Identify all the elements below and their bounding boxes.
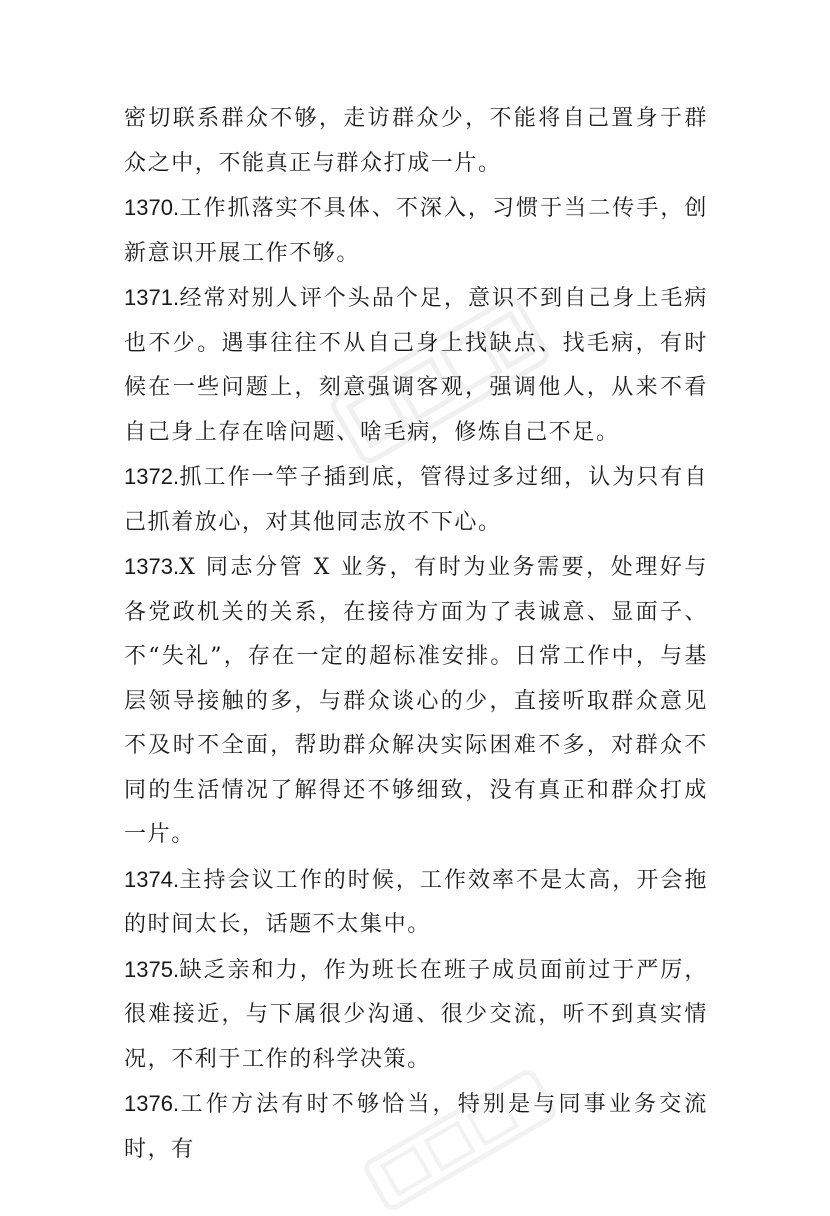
paragraph-1372: 1372.抓工作一竿子插到底，管得过多过细，认为只有自己抓着放心，对其他同志放不下心。: [124, 464, 708, 535]
item-number: 1376.: [124, 1091, 180, 1116]
paragraph-1373: 1373.X 同志分管 X 业务，有时为业务需要，处理好与各党政机关的关系，在接待方面为了表诚意、显面子、不“失礼”，存在一定的超标准安排。日常工作中，与基层领导接触的多，与群众谈心的少，直接听取群众意见不及时不全面，帮助群众解决实际困难不多，对群众不同的生活情况了解得还不够细致，没有真正和群众打成一片。: [124, 554, 708, 847]
item-number: 1373.: [124, 554, 180, 579]
paragraph-1370: 1370.工作抓落实不具体、不深入，习惯于当二传手，创新意识开展工作不够。: [124, 195, 708, 266]
item-number: 1371.: [124, 285, 180, 310]
item-number: 1374.: [124, 866, 180, 892]
paragraph-1376: 1376.工作方法有时不够恰当，特别是与同事业务交流时，有: [124, 1091, 708, 1162]
paragraph-1374: 1374.主持会议工作的时候，工作效率不是太高，开会拖的时间太长，话题不太集中。: [124, 866, 708, 937]
item-number: 1370.: [124, 195, 180, 220]
item-number: 1375.: [124, 956, 180, 982]
paragraph-continued: 密切联系群众不够，走访群众少，不能将自己置身于群众之中，不能真正与群众打成一片。: [124, 106, 708, 176]
document-body: [124, 96, 708, 1172]
item-number: 1372.: [124, 464, 180, 489]
paragraph-1371: 1371.经常对别人评个头品个足，意识不到自己身上毛病也不少。遇事往往不从自己身上找缺点、找毛病，有时候在一些问题上，刻意强调客观，强调他人，从来不看自己身上存在啥问题、啥毛病，修炼自己不足。: [124, 285, 708, 445]
paragraph-1375: 1375.缺乏亲和力，作为班长在班子成员面前过于严厉，很难接近，与下属很少沟通、很少交流，听不到真实情况，不利于工作的科学决策。: [124, 956, 708, 1072]
